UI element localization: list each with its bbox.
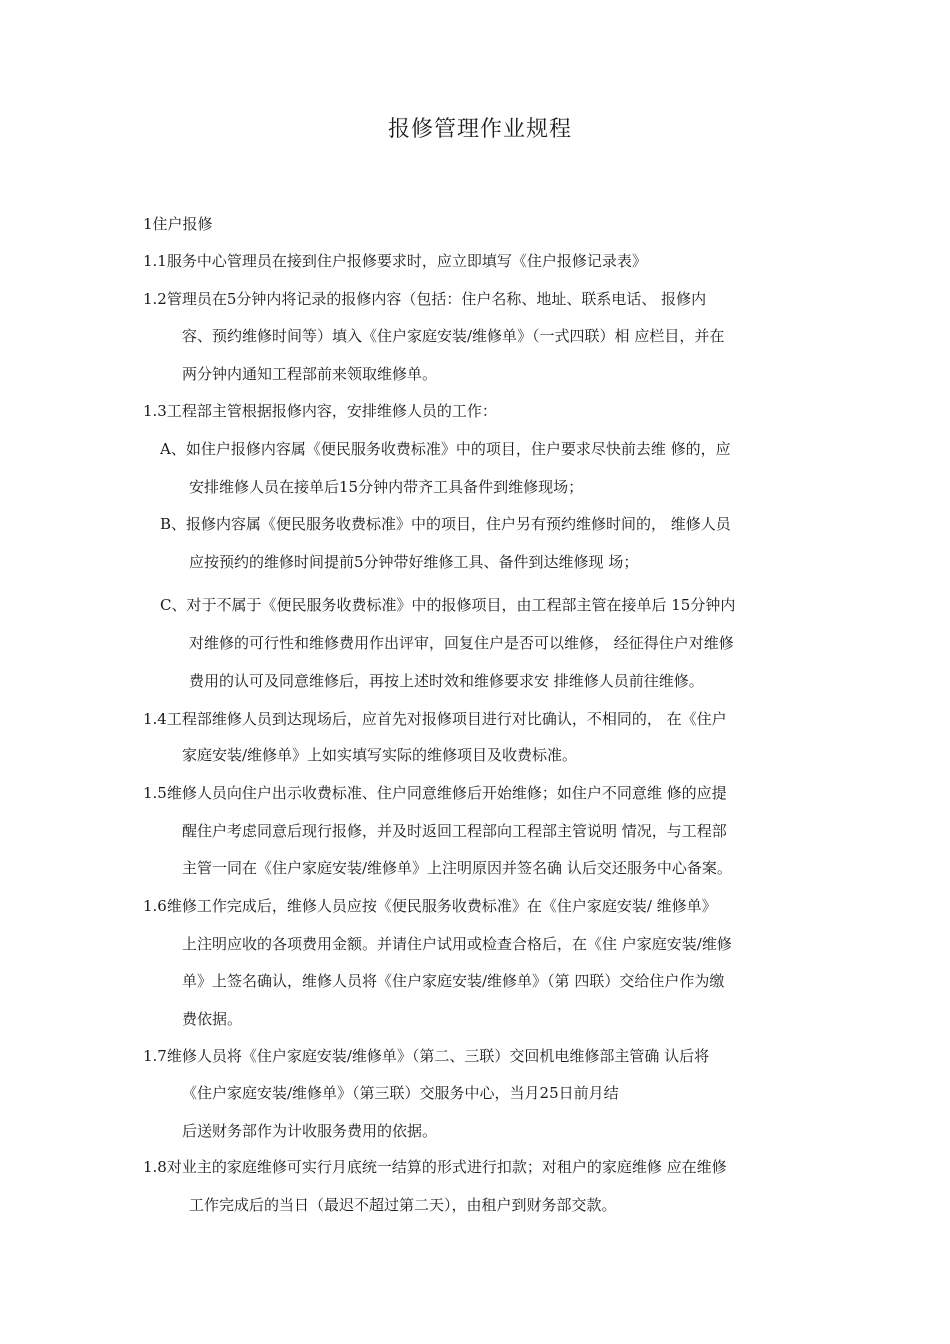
paragraph-line: 1.7维修人员将《住户家庭安装/维修单》（第二、三联）交回机电维修部主管确 认后将 [143,1047,710,1065]
list-item-line: 安排维修人员在接单后15分钟内带齐工具备件到维修现场； [189,478,584,496]
paragraph-line: 主管一同在《住户家庭安装/维修单》上注明原因并签名确 认后交还服务中心备案。 [182,859,732,877]
paragraph-line: 家庭安装/维修单》上如实填写实际的维修项目及收费标准。 [182,746,578,764]
paragraph-line: 1.2管理员在5分钟内将记录的报修内容（包括：住户名称、地址、联系电话、 报修内 [143,290,707,308]
list-item-line: C、对于不属于《便民服务收费标准》中的报修项目，由工程部主管在接单后 15分钟内 [160,596,736,614]
paragraph-line: 两分钟内通知工程部前来领取维修单。 [182,365,438,383]
paragraph-line: 1.8对业主的家庭维修可实行月底统一结算的形式进行扣款；对租户的家庭维修 应在维修 [143,1158,727,1176]
list-item-line: B、报修内容属《便民服务收费标准》中的项目，住户另有预约维修时间的， 维修人员 [160,515,731,533]
list-item-line: 对维修的可行性和维修费用作出评审，回复住户是否可以维修， 经征得住户对维修 [189,634,734,652]
paragraph-line: 后送财务部作为计收服务费用的依据。 [182,1122,438,1140]
paragraph-line: 费依据。 [182,1010,243,1028]
list-item-line: 费用的认可及同意维修后，再按上述时效和维修要求安 排维修人员前往维修。 [189,672,704,690]
paragraph-line: 单》上签名确认，维修人员将《住户家庭安装/维修单》（第 四联）交给住户作为缴 [182,972,725,990]
section-heading: 1住户报修 [143,215,213,233]
list-item-line: 应按预约的维修时间提前5分钟带好维修工具、备件到达维修现 场； [189,553,639,571]
document-title: 报修管理作业规程 [387,117,572,142]
paragraph-line: 1.6维修工作完成后，维修人员应按《便民服务收费标准》在《住户家庭安装/ 维修单》 [143,897,717,915]
paragraph-line: 1.4工程部维修人员到达现场后，应首先对报修项目进行对比确认，不相同的， 在《住户 [143,710,727,728]
paragraph-line: 醒住户考虑同意后现行报修，并及时返回工程部向工程部主管说明 情况，与工程部 [182,822,727,840]
paragraph-line: 《住户家庭安装/维修单》（第三联）交服务中心，当月25日前月结 [182,1084,619,1102]
paragraph-line: 1.5维修人员向住户出示收费标准、住户同意维修后开始维修；如住户不同意维 修的应提 [143,784,727,802]
paragraph-line: 工作完成后的当日（最迟不超过第二天），由租户到财务部交款。 [189,1196,617,1214]
list-item-line: A、如住户报修内容属《便民服务收费标准》中的项目，住户要求尽快前去维 修的，应 [160,440,731,458]
paragraph-line: 1.1服务中心管理员在接到住户报修要求时，应立即填写《住户报修记录表》 [143,252,647,270]
paragraph-line: 容、预约维修时间等）填入《住户家庭安装/维修单》（一式四联）相 应栏目，并在 [182,327,725,345]
paragraph-line: 1.3工程部主管根据报修内容，安排维修人员的工作： [143,402,497,420]
paragraph-line: 上注明应收的各项费用金额。并请住户试用或检查合格后，在《住 户家庭安装/维修 [182,935,732,953]
